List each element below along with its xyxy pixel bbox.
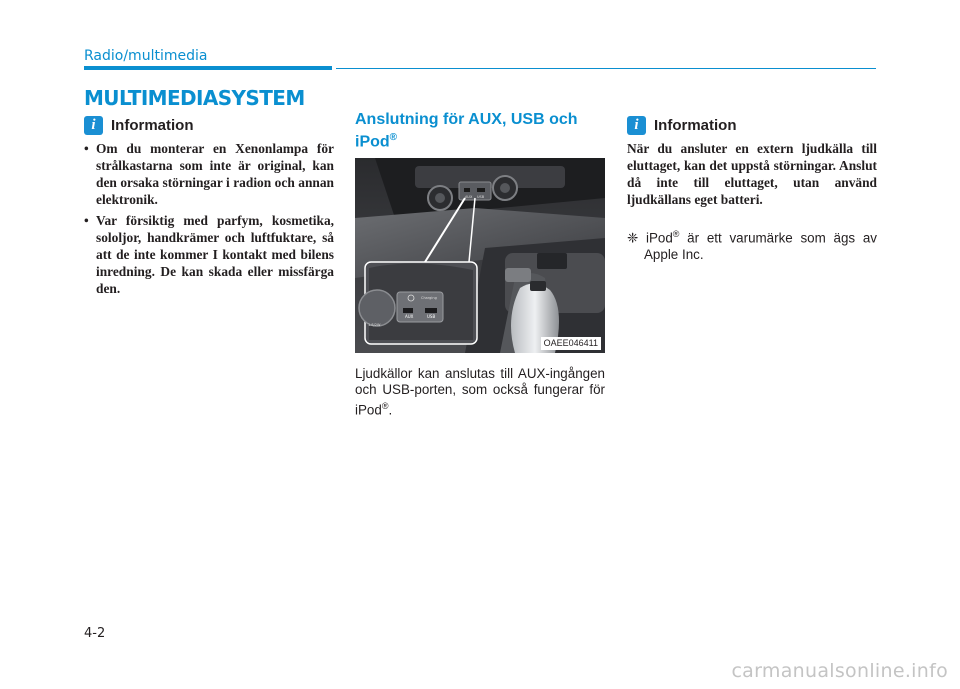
trademark-note — [627, 226, 877, 263]
watermark: carmanualsonline.info — [731, 660, 948, 682]
page-number: 4-2 — [84, 626, 106, 641]
bullet-item: • Var försiktig med parfym, kosmetika, sololjor, handkrämer och luftfuktare, så att de inte kommer I kontakt med bilens inredning. De kan skada eller missfärga den. — [84, 212, 334, 297]
console-usb-label: USB — [477, 195, 485, 199]
inset-aux-label: AUX — [405, 314, 414, 319]
inset-mode-label: Charging — [421, 296, 437, 300]
sentence-end: . — [388, 402, 393, 418]
aux-usb-title-text: Anslutning för AUX, USB och iPod — [355, 111, 578, 151]
note-rest: är ett varumärke som ägs av Apple Inc. — [644, 230, 877, 263]
console-aux-label: AUX — [465, 195, 473, 199]
page-title: MULTIMEDIASYSTEM — [84, 86, 305, 110]
section-label: Radio/multimedia — [84, 48, 208, 64]
header-rule-thick — [84, 66, 332, 70]
registered-mark: ® — [672, 229, 680, 239]
right-info-body: När du ansluter en extern ljudkälla till eluttaget, kan det uppstå störningar. Anslut då inte till eluttaget, utan använd ljudkällans eget batteri. — [627, 141, 877, 207]
aux-usb-description-text: Ljudkällor kan anslutas till AUX-ingången och USB-porten, som också fungerar för iPod — [355, 366, 605, 418]
note-prefix: iPod — [645, 230, 673, 246]
header-rule-thin — [336, 68, 876, 69]
aux-usb-description — [355, 366, 605, 418]
info-icon: i — [84, 116, 103, 135]
registered-mark: ® — [389, 132, 398, 143]
info-icon: i — [627, 116, 646, 135]
left-info-bullet-list — [84, 140, 334, 301]
right-info-title: Information — [654, 117, 737, 134]
console-photo — [355, 158, 605, 353]
inset-usb-label: USB — [427, 314, 436, 319]
inset-small-label: 1.8/2W — [368, 323, 381, 327]
bullet-item: • Om du monterar en Xenonlampa för strålkastarna som inte är original, kan den orsaka störningar i radion och annan elektronik. — [84, 140, 334, 208]
console-illustration — [355, 158, 605, 353]
left-info-heading — [84, 116, 194, 135]
image-caption: OAEE046411 — [541, 337, 601, 350]
registered-mark: ® — [381, 401, 389, 411]
note-symbol: ❈ — [627, 230, 639, 246]
left-info-title: Information — [111, 117, 194, 134]
right-info-heading — [627, 116, 737, 135]
aux-usb-section-title — [355, 111, 605, 151]
